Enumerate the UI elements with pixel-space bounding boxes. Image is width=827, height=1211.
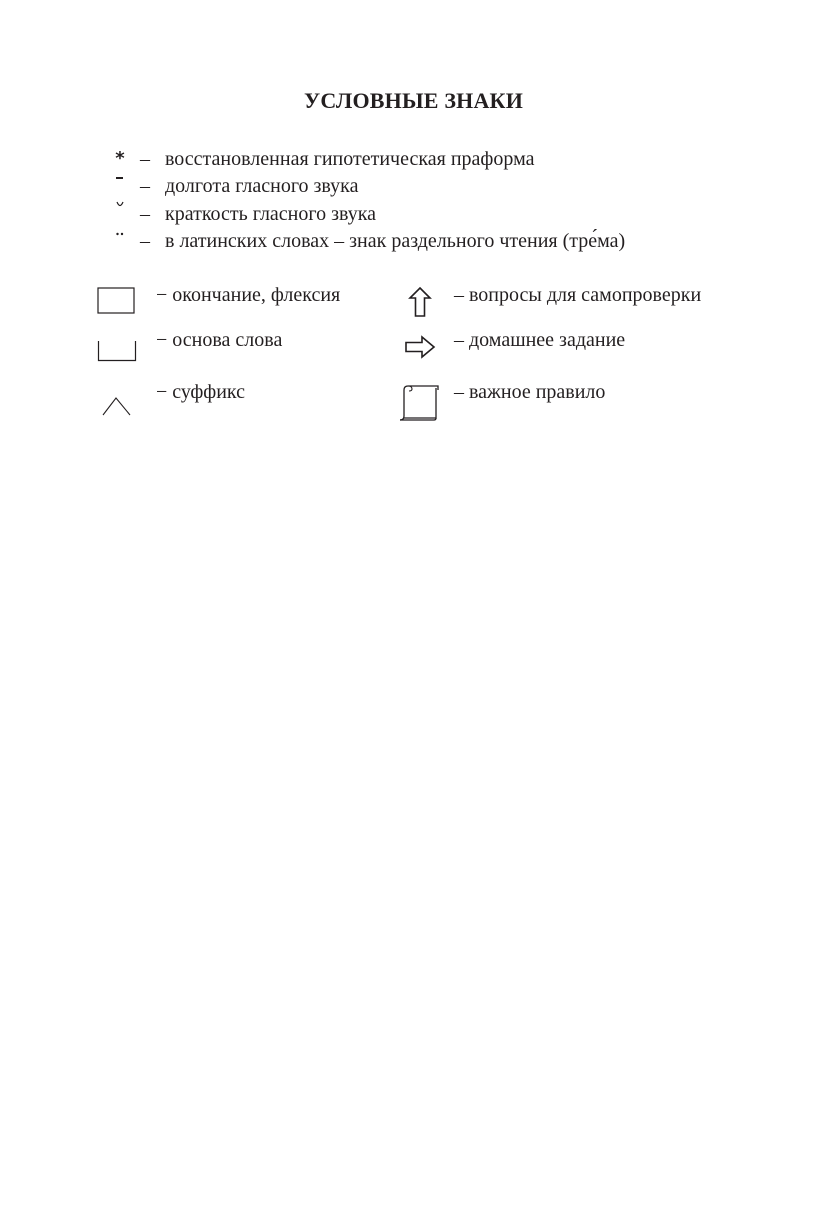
sign-dash: –	[140, 175, 150, 197]
sign-row-breve	[0, 201, 827, 227]
legend-label: – важное правило	[454, 381, 606, 403]
legend-label: – вопросы для самопроверки	[454, 284, 702, 306]
legend-item-suffix	[96, 380, 396, 420]
legend-item-questions	[402, 283, 752, 319]
up-arrow-icon	[408, 286, 432, 323]
stem-bracket-icon	[97, 340, 137, 367]
suffix-caret-icon	[102, 396, 132, 421]
sign-description: восстановленная гипотетическая праформа	[165, 148, 535, 170]
sign-dash: –	[140, 230, 150, 252]
legend-label: – домашнее задание	[454, 329, 626, 351]
sign-dash: –	[140, 148, 150, 170]
legend-item-homework	[402, 328, 752, 364]
macron-icon	[110, 173, 130, 199]
breve-icon	[110, 201, 130, 227]
asterisk-symbol: *	[115, 148, 125, 169]
ending-box-icon	[97, 287, 135, 320]
legend-label: − основа слова	[156, 329, 283, 351]
sign-row-diaeresis	[0, 228, 827, 254]
scroll-icon	[398, 382, 442, 427]
page-title: УСЛОВНЫЕ ЗНАКИ	[303, 88, 524, 113]
legend-item-stem	[96, 328, 396, 364]
sign-dash: –	[140, 203, 150, 225]
sign-description: долгота гласного звука	[165, 175, 359, 197]
legend-item-ending	[96, 283, 396, 317]
sign-row-macron	[0, 173, 827, 199]
legend-label: − окончание, флексия	[156, 284, 341, 306]
sign-row-asterisk	[0, 146, 827, 172]
legend-item-rule	[396, 380, 752, 422]
sign-description: краткость гласного звука	[165, 203, 377, 225]
diaeresis-icon	[110, 228, 130, 254]
right-arrow-icon	[404, 335, 436, 364]
sign-description: в латинских словах – знак раздельного чтения (тре́ма)	[165, 230, 626, 252]
legend-label: − суффикс	[156, 381, 245, 403]
